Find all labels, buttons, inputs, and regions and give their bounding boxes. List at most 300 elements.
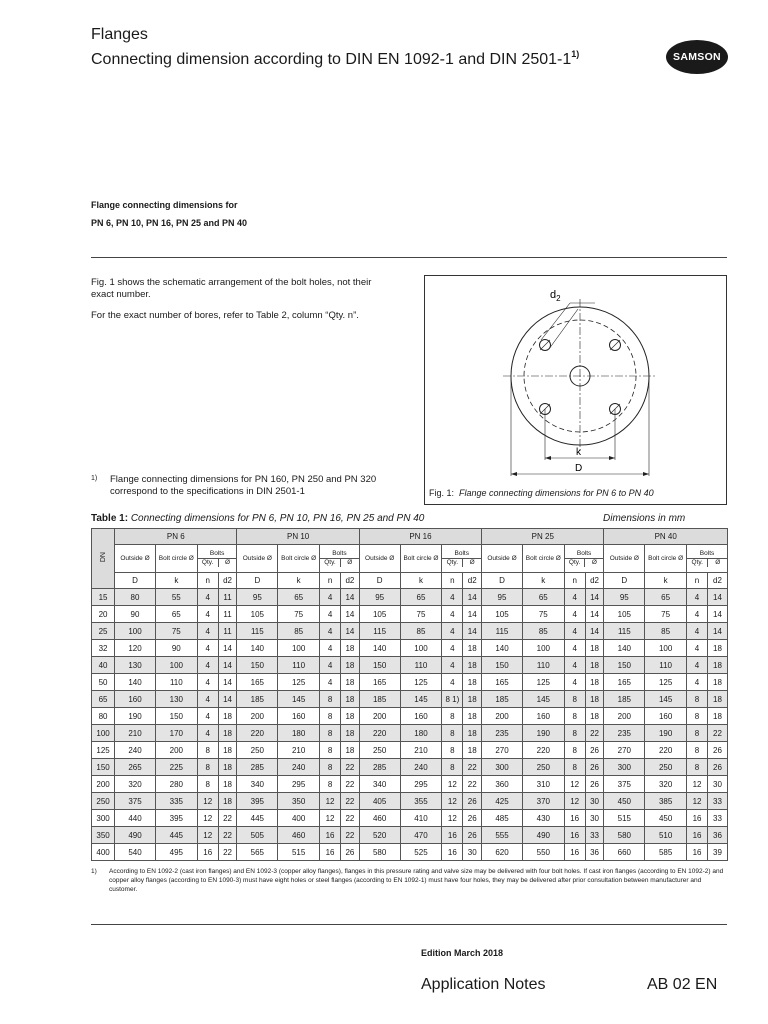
table-cell: 65 <box>645 589 687 606</box>
flange-figure <box>424 275 727 505</box>
table-cell: 8 <box>320 759 341 776</box>
table-cell: 26 <box>463 810 482 827</box>
table-cell: 26 <box>341 844 360 861</box>
table-row <box>92 674 728 691</box>
d2-label: $d_2$ <box>550 289 561 303</box>
table-cell: 285 <box>359 759 400 776</box>
table-cell: 8 <box>320 776 341 793</box>
table-cell: 4 <box>442 674 463 691</box>
table-cell: 65 <box>155 606 197 623</box>
table-cell: 4 <box>442 606 463 623</box>
table-cell: 170 <box>155 725 197 742</box>
pn-group-header: PN 40 <box>604 529 728 545</box>
dn-cell: 40 <box>92 657 115 674</box>
table-cell: 18 <box>218 776 237 793</box>
table-cell: 115 <box>359 623 400 640</box>
page-title: Flanges <box>91 26 148 43</box>
table-cell: 18 <box>463 742 482 759</box>
table-cell: 14 <box>585 623 604 640</box>
table-cell: 130 <box>155 691 197 708</box>
symbol-header: k <box>155 573 197 589</box>
table-cell: 36 <box>585 844 604 861</box>
table-cell: 18 <box>707 674 727 691</box>
table-cell: 16 <box>442 844 463 861</box>
symbol-header: d2 <box>707 573 727 589</box>
table-cell: 26 <box>463 793 482 810</box>
symbol-header: n <box>197 573 218 589</box>
table-cell: 80 <box>115 589 156 606</box>
table-row <box>92 759 728 776</box>
table-cell: 14 <box>463 589 482 606</box>
table-cell: 210 <box>278 742 320 759</box>
table-cell: 12 <box>564 776 585 793</box>
table-cell: 12 <box>197 827 218 844</box>
table-cell: 39 <box>707 844 727 861</box>
table-cell: 150 <box>359 657 400 674</box>
table-cell: 14 <box>341 589 360 606</box>
table-cell: 26 <box>707 742 727 759</box>
table-cell: 320 <box>115 776 156 793</box>
table-row <box>92 623 728 640</box>
table-row <box>92 776 728 793</box>
table-cell: 550 <box>522 844 564 861</box>
table-cell: 8 <box>687 725 708 742</box>
flange-drawing <box>425 276 728 506</box>
table-cell: 115 <box>604 623 645 640</box>
table-cell: 4 <box>564 606 585 623</box>
bolts-label: Bolts <box>565 550 604 559</box>
table-cell: 16 <box>320 827 341 844</box>
table-cell: 660 <box>604 844 645 861</box>
table-cell: 18 <box>341 674 360 691</box>
table-cell: 8 <box>320 725 341 742</box>
table-cell: 160 <box>522 708 564 725</box>
samson-logo: SAMSON <box>666 40 728 74</box>
table-cell: 320 <box>645 776 687 793</box>
dn-cell: 200 <box>92 776 115 793</box>
table-cell: 75 <box>278 606 320 623</box>
table-row <box>92 691 728 708</box>
dn-cell: 80 <box>92 708 115 725</box>
footnote-text: Flange connecting dimensions for PN 160, PN 250 and PN 320 correspond to the specifications in DIN 2501-1 <box>110 474 377 497</box>
table-cell: 90 <box>115 606 156 623</box>
table-cell: 22 <box>463 759 482 776</box>
table-cell: 185 <box>237 691 278 708</box>
table-cell: 95 <box>237 589 278 606</box>
table-cell: 445 <box>237 810 278 827</box>
table-cell: 565 <box>237 844 278 861</box>
table-cell: 4 <box>564 640 585 657</box>
table-cell: 295 <box>400 776 442 793</box>
table-cell: 26 <box>585 742 604 759</box>
table-cell: 285 <box>237 759 278 776</box>
table-cell: 18 <box>218 793 237 810</box>
table-cell: 270 <box>604 742 645 759</box>
table-cell: 8 <box>687 691 708 708</box>
bolt-diameter-label: Ø <box>715 559 721 566</box>
table-cell: 300 <box>482 759 523 776</box>
table-cell: 33 <box>585 827 604 844</box>
table-cell: 14 <box>218 691 237 708</box>
table-cell: 130 <box>115 657 156 674</box>
table-cell: 4 <box>197 657 218 674</box>
table-cell: 425 <box>482 793 523 810</box>
table-cell: 110 <box>645 657 687 674</box>
table-cell: 11 <box>218 606 237 623</box>
table-row <box>92 793 728 810</box>
table-cell: 235 <box>482 725 523 742</box>
k-label: k <box>576 447 581 458</box>
table-cell: 85 <box>278 623 320 640</box>
symbol-header: d2 <box>341 573 360 589</box>
table-row <box>92 640 728 657</box>
table-cell: 65 <box>400 589 442 606</box>
table-cell: 16 <box>564 810 585 827</box>
table-cell: 110 <box>155 674 197 691</box>
table-cell: 340 <box>359 776 400 793</box>
table-cell: 22 <box>707 725 727 742</box>
table-cell: 30 <box>585 810 604 827</box>
dn-cell: 50 <box>92 674 115 691</box>
table-cell: 110 <box>278 657 320 674</box>
dn-cell: 25 <box>92 623 115 640</box>
table-cell: 405 <box>359 793 400 810</box>
dn-cell: 150 <box>92 759 115 776</box>
footnote-text: According to EN 1092-2 (cast iron flanges) and EN 1092-3 (copper alloy flanges), flanges in this pressure rating and valve size may be delivered with four bolt holes. If cast iron flanges (according to EN 1092-2) and copper alloy flanges (according to EN 1090-3) must have eight holes or steel flanges (according to EN 1092-1) must have four holes, they may be delivered after prior consultation between manufacturer and customer. <box>109 868 724 893</box>
document-type: Application Notes <box>421 976 546 993</box>
table-cell: 12 <box>320 810 341 827</box>
table-cell: 145 <box>400 691 442 708</box>
table-cell: 375 <box>115 793 156 810</box>
table-cell: 200 <box>155 742 197 759</box>
table-cell: 18 <box>463 640 482 657</box>
table-cell: 125 <box>645 674 687 691</box>
table-cell: 75 <box>155 623 197 640</box>
table-row <box>92 657 728 674</box>
table-cell: 100 <box>115 623 156 640</box>
table-cell: 4 <box>442 657 463 674</box>
table-cell: 200 <box>604 708 645 725</box>
dn-cell: 20 <box>92 606 115 623</box>
table-cell: 22 <box>341 776 360 793</box>
table-cell: 18 <box>341 657 360 674</box>
table-cell: 240 <box>115 742 156 759</box>
table-cell: 4 <box>687 606 708 623</box>
pn-group-header: PN 10 <box>237 529 359 545</box>
divider <box>91 257 727 258</box>
table-cell: 22 <box>218 844 237 861</box>
table-cell: 220 <box>522 742 564 759</box>
bolt-diameter-label: Ø <box>469 559 475 566</box>
table-cell: 18 <box>707 657 727 674</box>
outside-diameter-header: Outside Ø <box>482 545 523 573</box>
table-cell: 4 <box>197 606 218 623</box>
table-cell: 520 <box>359 827 400 844</box>
table-cell: 4 <box>197 691 218 708</box>
table-cell: 460 <box>278 827 320 844</box>
pn-group-header: PN 16 <box>359 529 481 545</box>
table-cell: 8 <box>687 759 708 776</box>
table-cell: 18 <box>341 725 360 742</box>
table-cell: 140 <box>359 640 400 657</box>
table-cell: 145 <box>522 691 564 708</box>
table-cell: 95 <box>482 589 523 606</box>
table-cell: 450 <box>604 793 645 810</box>
table-cell: 190 <box>115 708 156 725</box>
subtitle-text: Connecting dimension according to DIN EN 1092-1 and DIN 2501-1 <box>91 51 572 68</box>
table-cell: 4 <box>687 640 708 657</box>
qty-label: Qty. <box>565 559 586 567</box>
symbol-header: k <box>278 573 320 589</box>
table-cell: 16 <box>442 827 463 844</box>
dn-cell: 400 <box>92 844 115 861</box>
table-cell: 430 <box>522 810 564 827</box>
symbol-header: d2 <box>585 573 604 589</box>
table-cell: 160 <box>400 708 442 725</box>
table-cell: 490 <box>522 827 564 844</box>
table-cell: 4 <box>197 725 218 742</box>
table-cell: 12 <box>687 776 708 793</box>
table-cell: 280 <box>155 776 197 793</box>
table-cell: 18 <box>341 640 360 657</box>
table-cell: 4 <box>687 674 708 691</box>
table-cell: 190 <box>645 725 687 742</box>
table-cell: 18 <box>707 708 727 725</box>
table-cell: 300 <box>604 759 645 776</box>
table-cell: 85 <box>400 623 442 640</box>
qty-label: Qty. <box>198 559 219 567</box>
table-cell: 355 <box>400 793 442 810</box>
table-cell: 65 <box>522 589 564 606</box>
table-cell: 26 <box>585 776 604 793</box>
table-cell: 8 <box>320 708 341 725</box>
table-cell: 18 <box>585 691 604 708</box>
table-cell: 485 <box>482 810 523 827</box>
table-cell: 115 <box>237 623 278 640</box>
table-cell: 14 <box>707 589 727 606</box>
table-caption-label: Table 1: <box>91 513 129 524</box>
table-cell: 14 <box>707 606 727 623</box>
bolts-label: Bolts <box>687 550 727 559</box>
table-cell: 220 <box>359 725 400 742</box>
section-heading-line1: Flange connecting dimensions for <box>91 200 238 210</box>
page-subtitle <box>91 51 579 69</box>
table-cell: 450 <box>645 810 687 827</box>
table-cell: 22 <box>341 759 360 776</box>
divider <box>91 924 727 925</box>
qty-label: Qty. <box>687 559 708 567</box>
table-cell: 150 <box>482 657 523 674</box>
table-cell: 8 <box>687 742 708 759</box>
table-cell: 165 <box>237 674 278 691</box>
table-row <box>92 827 728 844</box>
table-cell: 8 <box>442 759 463 776</box>
table-row <box>92 606 728 623</box>
bolt-circle-header: Bolt circle Ø <box>155 545 197 573</box>
table-cell: 11 <box>218 623 237 640</box>
table-cell: 340 <box>237 776 278 793</box>
table-cell: 160 <box>645 708 687 725</box>
table-cell: 8 <box>442 725 463 742</box>
table-cell: 515 <box>604 810 645 827</box>
footnote-marker: 1) <box>91 868 97 875</box>
table-cell: 30 <box>463 844 482 861</box>
table-cell: 250 <box>359 742 400 759</box>
table-cell: 18 <box>585 640 604 657</box>
bolt-circle-header: Bolt circle Ø <box>645 545 687 573</box>
table-cell: 8 <box>564 691 585 708</box>
table-cell: 65 <box>278 589 320 606</box>
table-cell: 200 <box>482 708 523 725</box>
table-cell: 400 <box>278 810 320 827</box>
table-cell: 8 1) <box>442 691 463 708</box>
bolt-hole <box>610 340 621 351</box>
table-cell: 8 <box>564 759 585 776</box>
dn-cell: 300 <box>92 810 115 827</box>
table-cell: 510 <box>645 827 687 844</box>
bolt-diameter-label: Ø <box>591 559 597 566</box>
footnote-marker: 1) <box>91 475 98 482</box>
symbol-header: k <box>400 573 442 589</box>
bolt-circle-header: Bolt circle Ø <box>278 545 320 573</box>
table-cell: 190 <box>522 725 564 742</box>
table-cell: 150 <box>604 657 645 674</box>
table-cell: 210 <box>115 725 156 742</box>
dn-cell: 350 <box>92 827 115 844</box>
pn-group-header: PN 6 <box>115 529 237 545</box>
table-cell: 145 <box>645 691 687 708</box>
table-cell: 4 <box>442 640 463 657</box>
table-cell: 14 <box>218 640 237 657</box>
bolts-label: Bolts <box>320 550 359 559</box>
table-cell: 18 <box>463 725 482 742</box>
table-cell: 4 <box>197 674 218 691</box>
table-cell: 100 <box>155 657 197 674</box>
table-cell: 140 <box>237 640 278 657</box>
table-row <box>92 844 728 861</box>
table-cell: 4 <box>564 589 585 606</box>
table-caption-text: Connecting dimensions for PN 6, PN 10, PN 16, PN 25 and PN 40 <box>130 513 425 524</box>
table-cell: 180 <box>278 725 320 742</box>
symbol-header: D <box>359 573 400 589</box>
table-cell: 220 <box>645 742 687 759</box>
table-cell: 75 <box>645 606 687 623</box>
table-cell: 18 <box>463 674 482 691</box>
table-cell: 375 <box>604 776 645 793</box>
table-cell: 240 <box>278 759 320 776</box>
table-cell: 4 <box>687 657 708 674</box>
table-cell: 105 <box>482 606 523 623</box>
table-cell: 525 <box>400 844 442 861</box>
table-cell: 22 <box>341 793 360 810</box>
table-cell: 95 <box>359 589 400 606</box>
qty-label: Qty. <box>320 559 341 567</box>
table-row <box>92 708 728 725</box>
symbol-header: D <box>482 573 523 589</box>
table-cell: 360 <box>482 776 523 793</box>
table-cell: 18 <box>341 691 360 708</box>
table-cell: 445 <box>155 827 197 844</box>
symbol-header: D <box>115 573 156 589</box>
table-cell: 18 <box>585 708 604 725</box>
bolt-circle-header: Bolt circle Ø <box>522 545 564 573</box>
outside-diameter-header: Outside Ø <box>115 545 156 573</box>
table-cell: 160 <box>278 708 320 725</box>
table-cell: 16 <box>197 844 218 861</box>
table-cell: 11 <box>218 589 237 606</box>
table-cell: 4 <box>320 589 341 606</box>
dn-cell: 15 <box>92 589 115 606</box>
table-row <box>92 725 728 742</box>
table-cell: 100 <box>400 640 442 657</box>
table-cell: 8 <box>564 742 585 759</box>
symbol-header: n <box>564 573 585 589</box>
table-cell: 505 <box>237 827 278 844</box>
table-cell: 14 <box>585 589 604 606</box>
table-cell: 250 <box>645 759 687 776</box>
table-cell: 4 <box>564 657 585 674</box>
table-cell: 16 <box>687 827 708 844</box>
bolts-label: Bolts <box>198 550 237 559</box>
qty-label: Qty. <box>442 559 463 567</box>
table-cell: 4 <box>197 640 218 657</box>
bolts-header <box>320 545 360 573</box>
outside-diameter-header: Outside Ø <box>237 545 278 573</box>
symbol-header: D <box>604 573 645 589</box>
table-cell: 140 <box>115 674 156 691</box>
table-cell: 350 <box>278 793 320 810</box>
table-cell: 4 <box>197 623 218 640</box>
table-cell: 115 <box>482 623 523 640</box>
outside-diameter-header: Outside Ø <box>604 545 645 573</box>
table-cell: 105 <box>359 606 400 623</box>
table-cell: 460 <box>359 810 400 827</box>
table-cell: 110 <box>522 657 564 674</box>
bolts-header <box>564 545 604 573</box>
table-cell: 22 <box>218 810 237 827</box>
table-cell: 185 <box>604 691 645 708</box>
table-cell: 410 <box>400 810 442 827</box>
table-cell: 16 <box>320 844 341 861</box>
bolts-header <box>197 545 237 573</box>
figure-caption <box>429 488 654 498</box>
table-cell: 26 <box>585 759 604 776</box>
dn-cell: 65 <box>92 691 115 708</box>
table-cell: 440 <box>115 810 156 827</box>
table-cell: 4 <box>564 623 585 640</box>
table-cell: 4 <box>320 640 341 657</box>
table-cell: 250 <box>237 742 278 759</box>
table-cell: 12 <box>442 810 463 827</box>
table-cell: 36 <box>707 827 727 844</box>
table-cell: 150 <box>237 657 278 674</box>
table-cell: 235 <box>604 725 645 742</box>
table-cell: 18 <box>585 657 604 674</box>
table-cell: 14 <box>463 623 482 640</box>
table-cell: 225 <box>155 759 197 776</box>
table-cell: 16 <box>687 844 708 861</box>
table-cell: 90 <box>155 640 197 657</box>
table-cell: 12 <box>197 810 218 827</box>
table-cell: 30 <box>585 793 604 810</box>
symbol-header: D <box>237 573 278 589</box>
table-cell: 185 <box>359 691 400 708</box>
table-cell: 295 <box>278 776 320 793</box>
table-cell: 18 <box>585 674 604 691</box>
table-cell: 18 <box>707 640 727 657</box>
table-cell: 18 <box>218 742 237 759</box>
figure-caption-label: Fig. 1: <box>429 488 455 498</box>
